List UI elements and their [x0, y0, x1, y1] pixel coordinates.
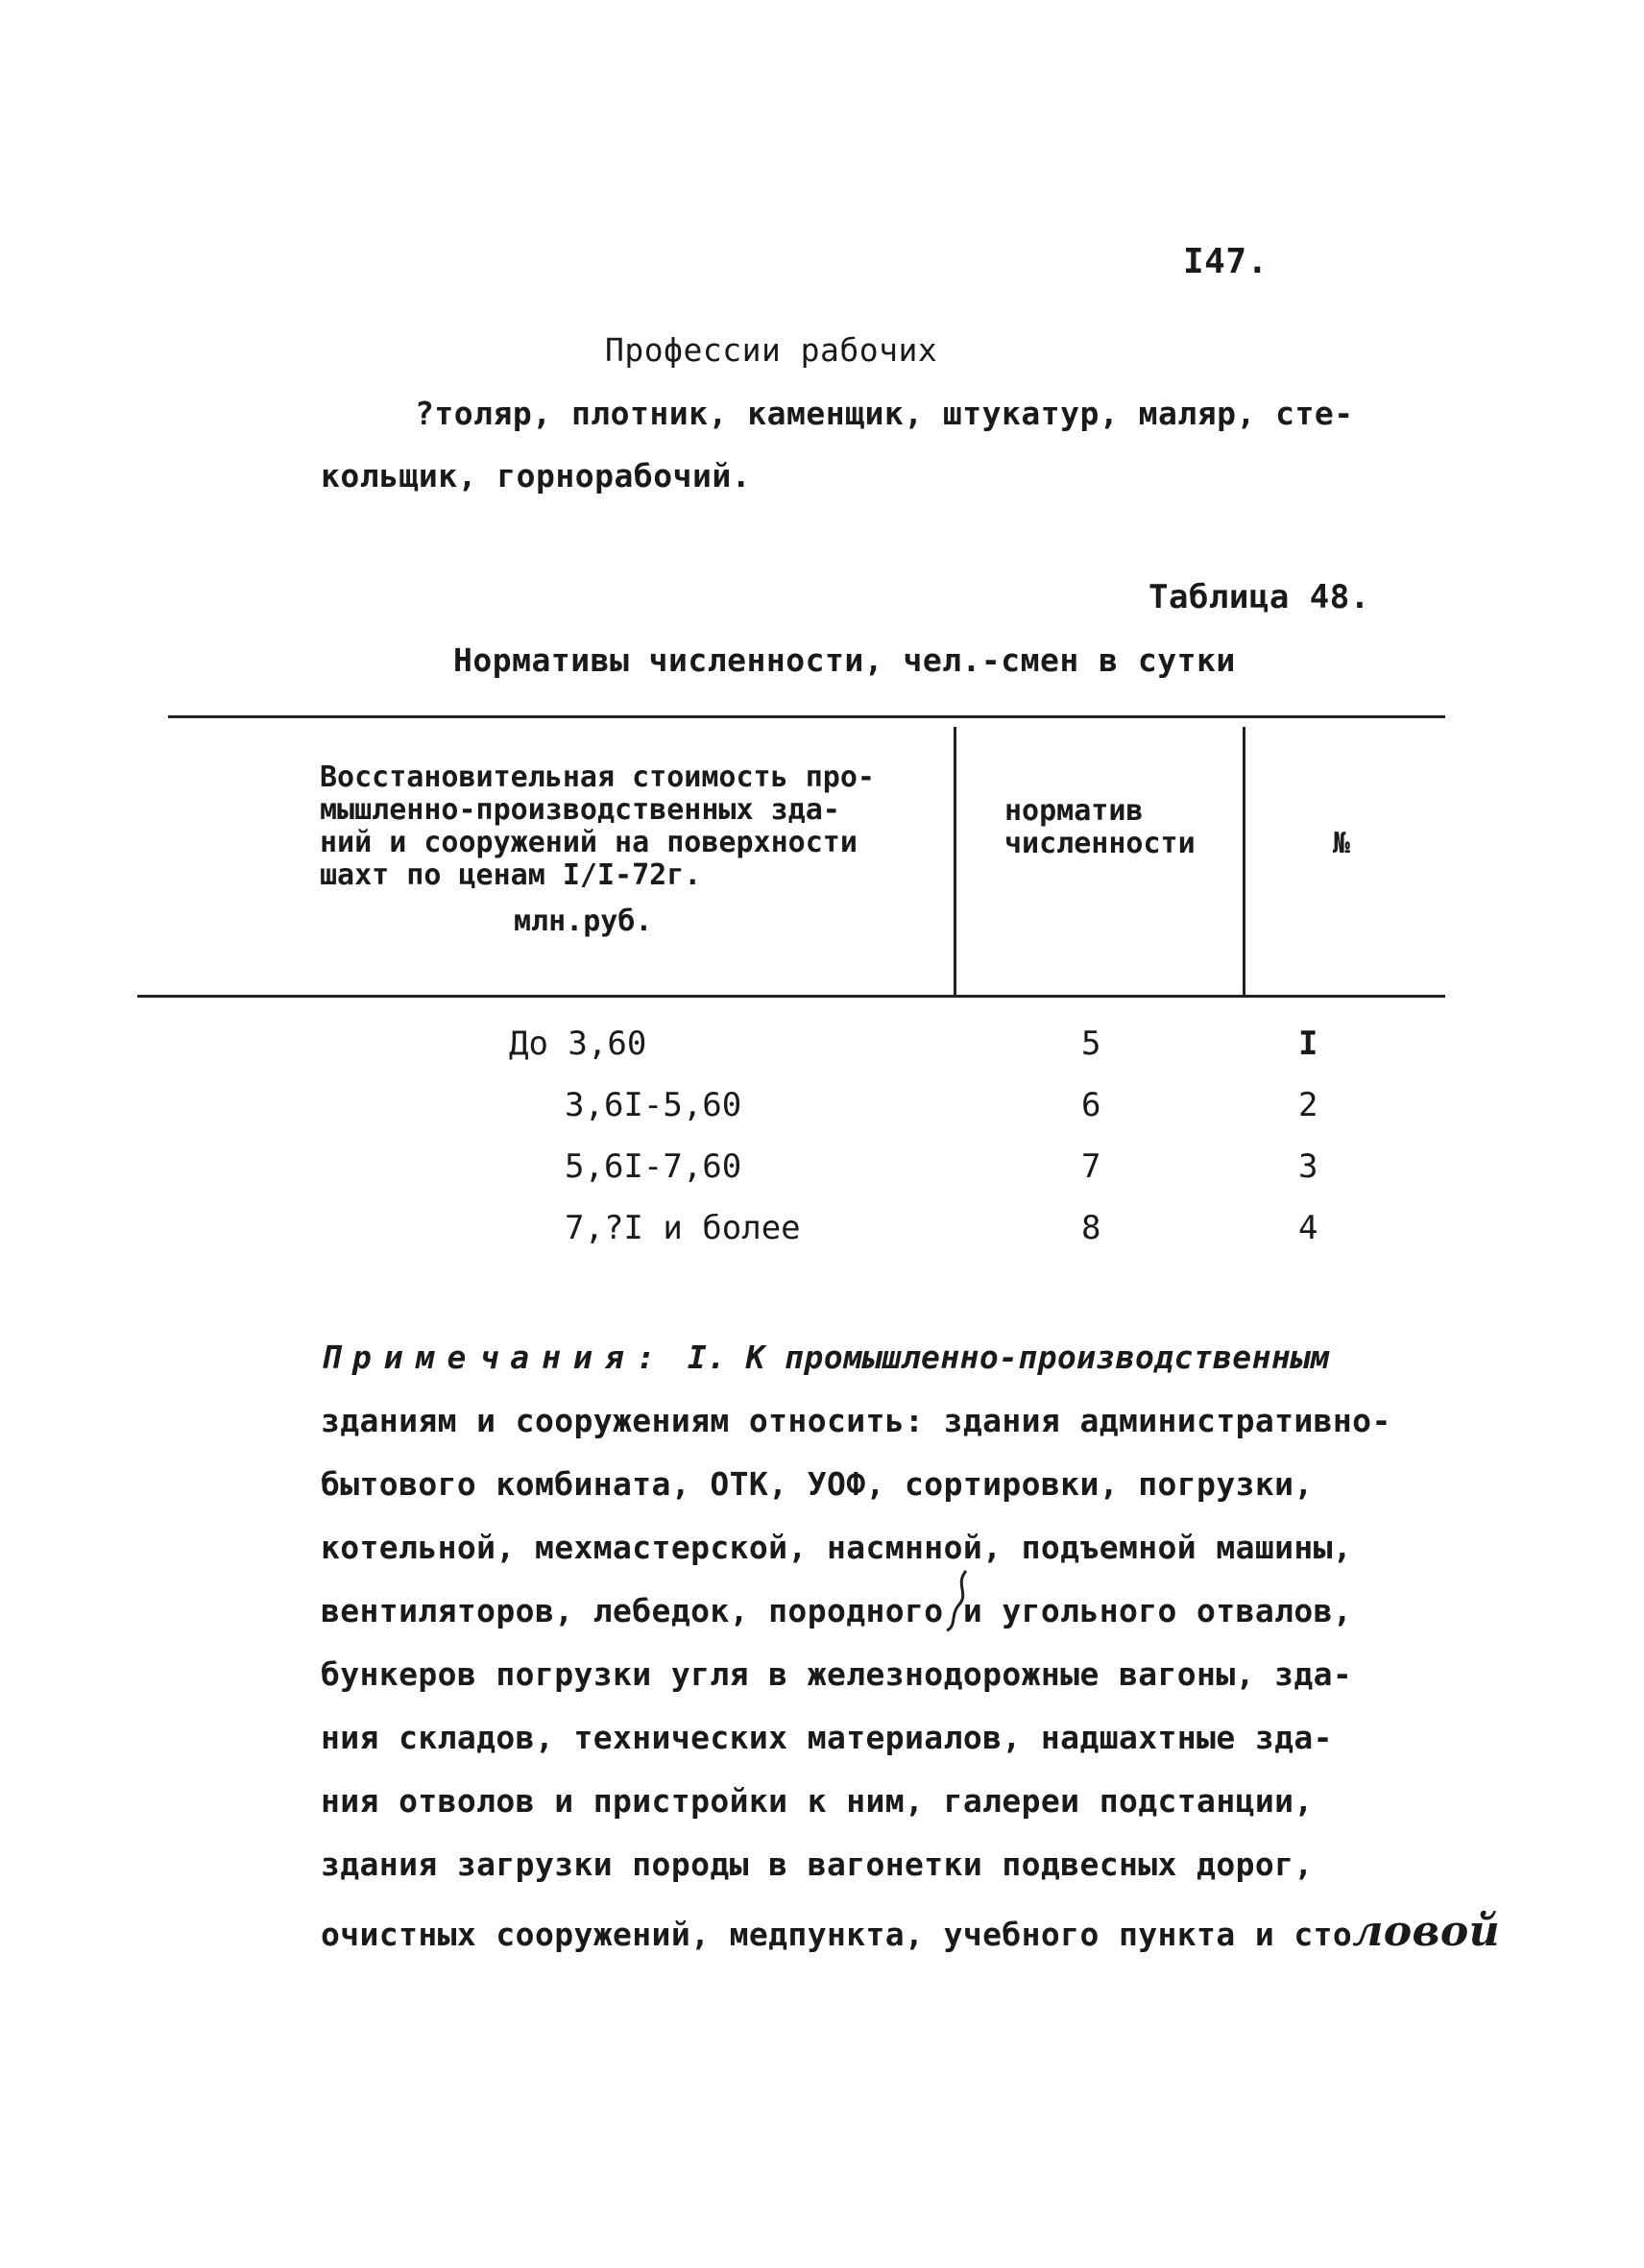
row-4-norm: 8	[1081, 1209, 1101, 1247]
header-number: №	[1333, 827, 1351, 860]
row-2-norm: 6	[1081, 1086, 1101, 1124]
pen-mark-icon	[941, 1567, 979, 1634]
notes-line-4: котельной, мехмастерской, насмнной, подъемной машины,	[321, 1529, 1353, 1566]
table-label: Таблица 48.	[1148, 578, 1370, 616]
header-cost-line-2: мышленно-производственных зда-	[320, 793, 840, 827]
handwritten-ending: ловой	[1352, 1907, 1500, 1956]
header-norm-line-1: норматив	[1004, 794, 1144, 828]
row-1-range: До 3,60	[509, 1025, 647, 1063]
notes-line-3: бытового комбината, ОТК, УОФ, сортировки, погрузки,	[321, 1465, 1314, 1503]
row-3-num: 3	[1298, 1147, 1318, 1186]
notes-line-1	[321, 1339, 1330, 1376]
table-title: Нормативы численности, чел.-смен в сутки	[453, 641, 1236, 679]
professions-line-1: ?толяр, плотник, каменщик, штукатур, маляр, сте-	[415, 395, 1354, 432]
header-cost-line-3: ний и сооружений на поверхности	[320, 826, 858, 859]
notes-line-9: здания загрузки породы в вагонетки подвесных дорог,	[321, 1846, 1314, 1883]
professions-line-2: кольщик, горнорабочий.	[321, 457, 752, 495]
header-cost-unit: млн.руб.	[514, 905, 653, 938]
table-header-rule	[137, 995, 1445, 998]
header-norm-line-2: численности	[1004, 827, 1196, 860]
row-1-num: I	[1298, 1025, 1318, 1063]
professions-title: Профессии рабочих	[605, 331, 938, 369]
notes-line-7: ния складов, технических материалов, надшахтные зда-	[321, 1719, 1333, 1756]
table-divider-2	[1243, 727, 1245, 996]
row-4-range: 7,?I и более	[565, 1209, 801, 1247]
page-number: I47.	[1183, 242, 1269, 281]
table-divider-1	[954, 727, 956, 996]
notes-line-2: зданиям и сооружениям относить: здания административно-	[321, 1402, 1391, 1439]
row-2-num: 2	[1298, 1086, 1318, 1124]
row-1-norm: 5	[1081, 1025, 1101, 1063]
notes-first-line-rest: I. К промышленно-производственным	[667, 1339, 1330, 1376]
row-4-num: 4	[1298, 1209, 1318, 1247]
row-2-range: 3,6I-5,60	[565, 1086, 742, 1124]
row-3-range: 5,6I-7,60	[565, 1147, 742, 1186]
notes-line-8: ния отволов и пристройки к ним, галереи подстанции,	[321, 1782, 1314, 1820]
table-top-rule	[168, 715, 1445, 718]
header-cost-line-1: Восстановительная стоимость про-	[320, 760, 875, 794]
notes-line-10	[321, 1907, 1500, 1956]
notes-line-6: бункеров погрузки угля в железнодорожные вагоны, зда-	[321, 1655, 1353, 1693]
notes-label: Примечания:	[321, 1339, 668, 1376]
row-3-norm: 7	[1081, 1147, 1101, 1186]
header-cost-line-4: шахт по ценам I/I-72г.	[320, 858, 702, 892]
notes-last-line: очистных сооружений, медпункта, учебного пункта и сто	[321, 1916, 1353, 1953]
notes-line-5: вентиляторов, лебедок, породного и угольного отвалов,	[321, 1592, 1353, 1629]
